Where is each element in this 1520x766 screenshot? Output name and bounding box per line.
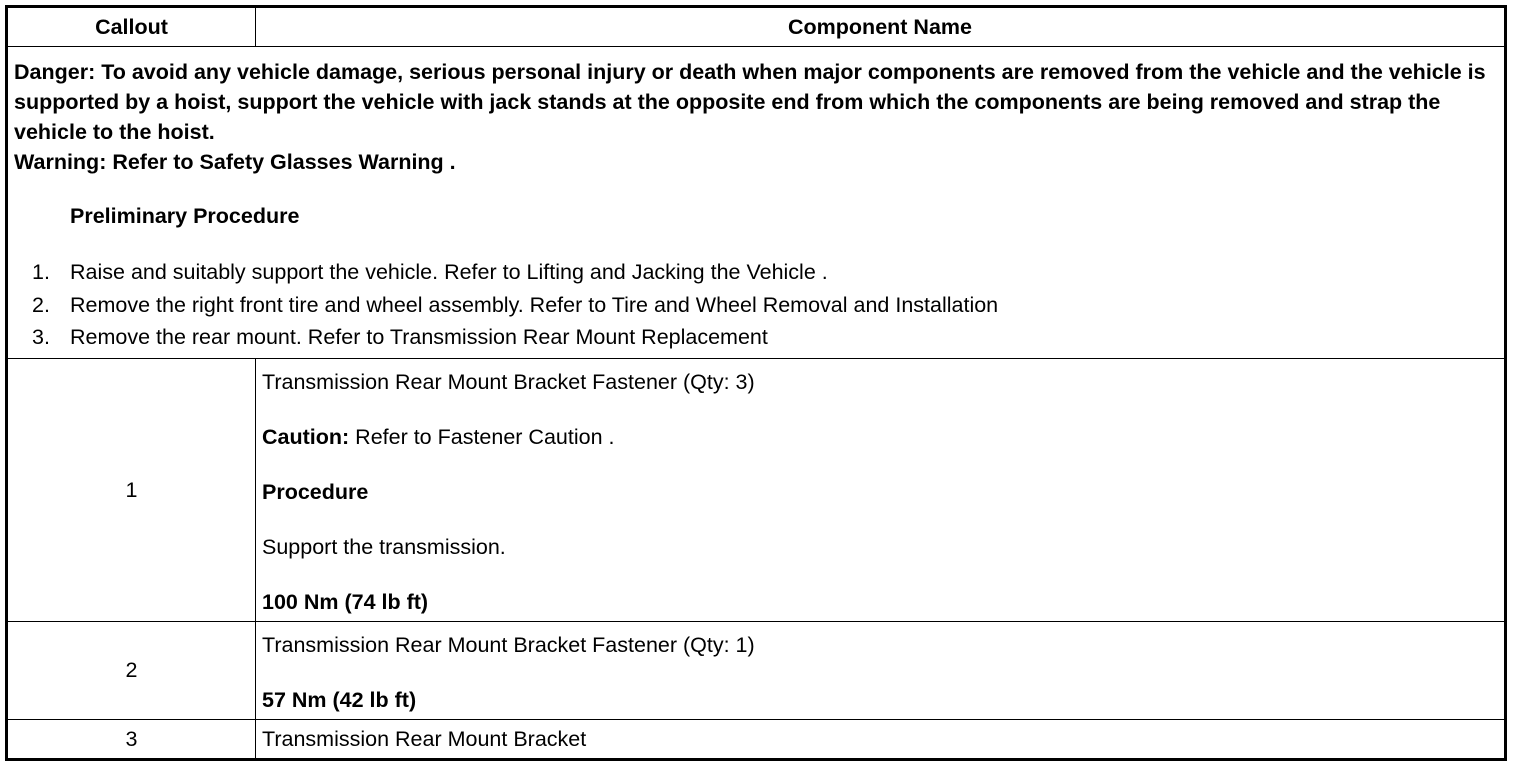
step-text: Raise and suitably support the vehicle. Refer to Lifting and Jacking the Vehicle .	[70, 260, 828, 284]
procedure-text: Support the transmission.	[262, 534, 506, 559]
table-row	[7, 358, 1506, 621]
list-item	[14, 321, 1496, 354]
step-text: Remove the right front tire and wheel assembly. Refer to Tire and Wheel Removal and Installation	[70, 292, 999, 317]
procedure-heading: Procedure	[262, 479, 369, 504]
step-number: 1.	[32, 260, 50, 284]
table-header-row	[7, 7, 1506, 47]
caution-line	[262, 422, 1498, 452]
caution-label: Caution:	[262, 424, 350, 449]
callout-number: 1	[7, 358, 256, 621]
component-name: Transmission Rear Mount Bracket Fastener (Qty: 1)	[262, 632, 755, 657]
torque-spec: 100 Nm (74 lb ft)	[262, 589, 429, 614]
callout-header: Callout	[7, 7, 256, 47]
warning-notice: Warning: Refer to Safety Glasses Warning .	[14, 150, 456, 174]
torque-spec: 57 Nm (42 lb ft)	[262, 687, 417, 712]
step-number: 3.	[32, 325, 50, 349]
callout-number: 3	[7, 719, 256, 759]
preliminary-steps-list	[14, 256, 1496, 354]
component-cell	[256, 358, 1506, 621]
component-name-header: Component Name	[256, 7, 1506, 47]
list-item	[14, 256, 1496, 289]
step-number: 2.	[32, 292, 50, 317]
component-table	[5, 5, 1507, 761]
danger-notice: Danger: To avoid any vehicle damage, serious personal injury or death when major components are removed from the vehicle and the vehicle is supported by a hoist, support the vehicle with jack stands at the opposite end from which the components are being removed and strap the vehicle to the hoist.	[14, 60, 1486, 144]
caution-text: Refer to Fastener Caution .	[349, 424, 615, 449]
step-text: Remove the rear mount. Refer to Transmission Rear Mount Replacement	[70, 325, 768, 349]
preliminary-procedure-heading: Preliminary Procedure	[70, 204, 300, 228]
table-row	[7, 719, 1506, 759]
component-name: Transmission Rear Mount Bracket	[256, 719, 1506, 759]
intro-row	[7, 47, 1506, 359]
component-cell	[256, 621, 1506, 719]
component-name: Transmission Rear Mount Bracket Fastener (Qty: 3)	[262, 369, 755, 394]
intro-cell	[7, 47, 1506, 359]
table-row	[7, 621, 1506, 719]
callout-number: 2	[7, 621, 256, 719]
list-item	[14, 289, 1496, 322]
